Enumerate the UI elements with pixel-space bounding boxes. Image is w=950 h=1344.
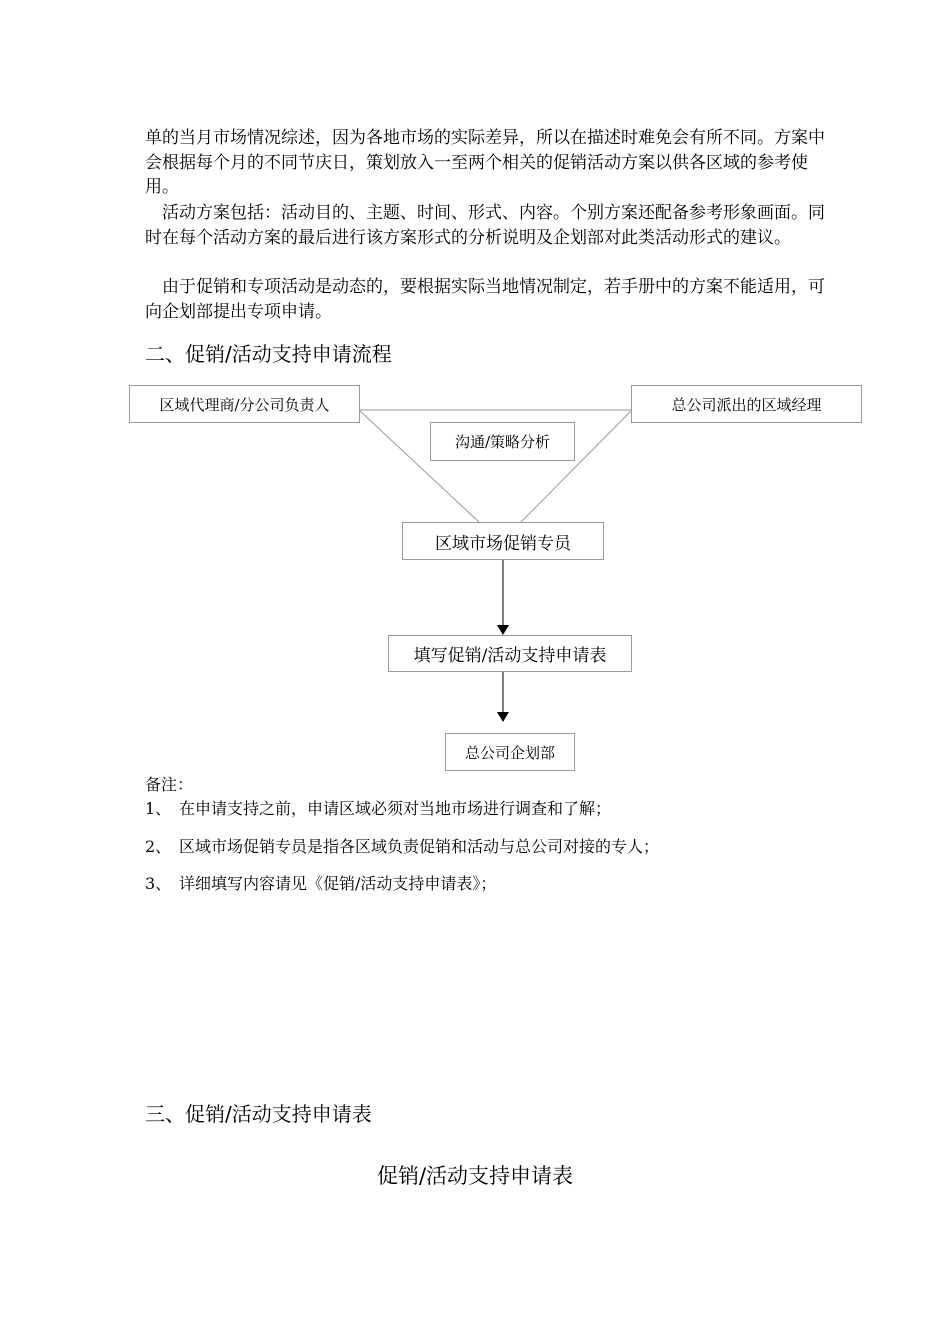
section-3-heading: 三、促销/活动支持申请表 [145,1102,372,1126]
note-item-1 [145,798,611,820]
arrow-head-1 [497,625,509,635]
note-number: 2、 [145,837,172,856]
section-2-heading: 二、促销/活动支持申请流程 [145,342,392,366]
step-promotion-specialist-box: 区域市场促销专员 [402,522,604,560]
intro-paragraph-1: 单的当月市场情况综述，因为各地市场的实际差异，所以在描述时难免会有所不同。方案中会根据每个月的不同节庆日，策划放入一至两个相关的促销活动方案以供各区域的参考使用。 [145,128,825,197]
step-fill-form-box: 填写促销/活动支持申请表 [388,635,632,672]
right-party-box: 总公司派出的区域经理 [631,385,862,423]
note-item-2 [145,836,659,858]
intro-paragraph-2: 活动方案包括：活动目的、主题、时间、形式、内容。个别方案还配备参考形象画面。同时在每个活动方案的最后进行该方案形式的分析说明及企划部对此类活动形式的建议。 [145,203,825,248]
arrow-head-2 [497,712,509,722]
note-text: 在申请支持之前，申请区域必须对当地市场进行调查和了解； [179,799,612,818]
note-text: 详细填写内容请见《促销/活动支持申请表》； [179,874,497,893]
form-title: 促销/活动支持申请表 [376,1164,574,1188]
note-text: 区域市场促销专员是指各区域负责促销和活动与总公司对接的专人； [179,837,660,856]
note-number: 3、 [145,874,172,893]
note-item-3 [145,873,496,895]
center-analysis-box: 沟通/策略分析 [430,422,575,461]
left-party-box: 区域代理商/分公司负责人 [129,385,360,423]
step-planning-dept-box: 总公司企划部 [445,733,575,771]
notes-label: 备注： [145,775,194,794]
intro-paragraph-3: 由于促销和专项活动是动态的，要根据实际当地情况制定，若手册中的方案不能适用，可向企划部提出专项申请。 [145,277,825,322]
note-number: 1、 [145,799,172,818]
